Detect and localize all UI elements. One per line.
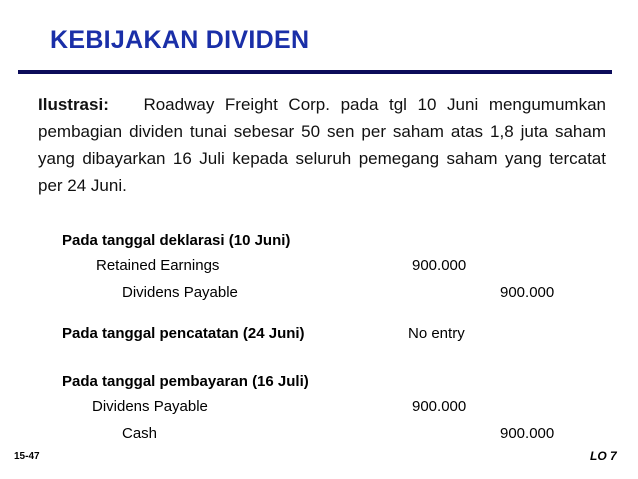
payment-debit-account: Dividens Payable bbox=[92, 398, 208, 415]
illustration-text: Roadway Freight Corp. pada tgl 10 Juni mengumumkan pembagian dividen tunai sebesar 50 sen per saham atas 1,8 juta saham yang dibayarkan 16 Juli kepada seluruh pemegang saham yang tercatat per 24 Juni. bbox=[38, 95, 606, 195]
illustration-paragraph bbox=[38, 91, 606, 199]
illustration-label: Ilustrasi: bbox=[38, 95, 109, 114]
payment-credit-account: Cash bbox=[122, 425, 158, 442]
payment-credit-amount: 900.000 bbox=[500, 425, 555, 442]
record-note: No entry bbox=[408, 325, 465, 342]
title-divider bbox=[18, 70, 612, 74]
declaration-heading: Pada tanggal deklarasi (10 Juni) bbox=[62, 232, 291, 249]
slide-number: 15-47 bbox=[14, 451, 40, 462]
declaration-debit-account: Retained Earnings bbox=[96, 257, 220, 274]
payment-debit-amount: 900.000 bbox=[412, 398, 467, 415]
payment-heading: Pada tanggal pembayaran (16 Juli) bbox=[62, 373, 309, 390]
declaration-credit-account: Dividens Payable bbox=[122, 284, 238, 301]
slide-title: KEBIJAKAN DIVIDEN bbox=[50, 26, 310, 54]
declaration-credit-amount: 900.000 bbox=[500, 284, 555, 301]
declaration-debit-amount: 900.000 bbox=[412, 257, 467, 274]
record-heading: Pada tanggal pencatatan (24 Juni) bbox=[62, 325, 305, 342]
learning-objective: LO 7 bbox=[590, 449, 617, 463]
